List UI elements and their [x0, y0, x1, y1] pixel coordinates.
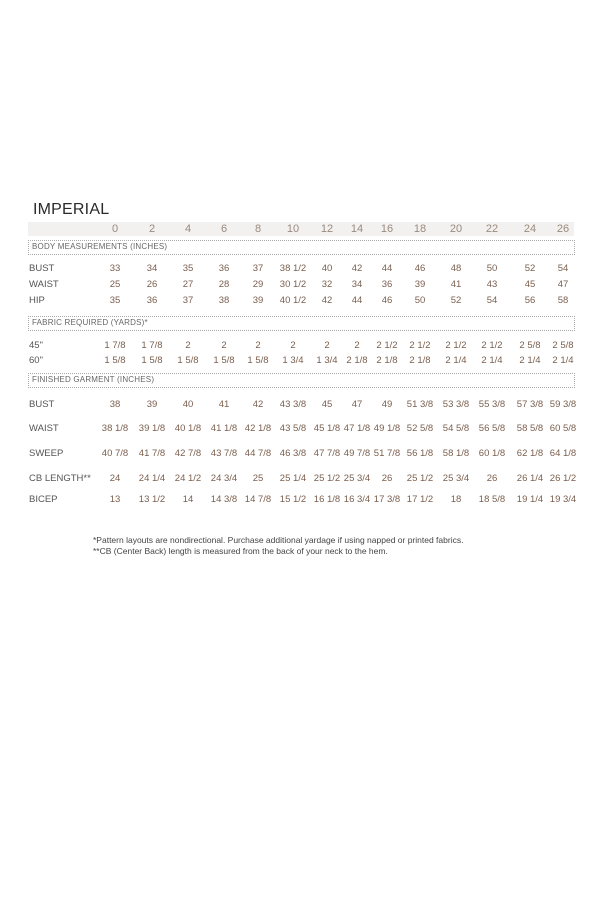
- table-cell: 25: [109, 279, 121, 290]
- table-cell: 24 1/2: [174, 473, 202, 484]
- table-cell: 55 3/8: [478, 399, 506, 410]
- table-cell: 56 5/8: [478, 423, 506, 434]
- row-label: 60": [29, 355, 43, 366]
- row-label: BICEP: [29, 494, 58, 505]
- table-cell: 2 1/8: [346, 355, 368, 366]
- size-header-cell: 12: [320, 223, 334, 235]
- row-label: WAIST: [29, 279, 59, 290]
- row-label: WAIST: [29, 423, 59, 434]
- table-cell: 46: [381, 295, 393, 306]
- table-cell: 34: [351, 279, 363, 290]
- table-cell: 49 1/8: [373, 423, 401, 434]
- table-cell: 2: [354, 340, 360, 351]
- table-cell: 58: [557, 295, 569, 306]
- table-cell: 1 5/8: [247, 355, 269, 366]
- size-header-cell: 2: [148, 223, 156, 235]
- table-cell: 2 1/4: [552, 355, 574, 366]
- table-cell: 41: [450, 279, 462, 290]
- table-cell: 2 1/4: [519, 355, 541, 366]
- table-cell: 27: [182, 279, 194, 290]
- table-cell: 45: [321, 399, 333, 410]
- table-cell: 26 1/4: [516, 473, 544, 484]
- table-cell: 25: [252, 473, 264, 484]
- table-cell: 42: [321, 295, 333, 306]
- table-cell: 54: [486, 295, 498, 306]
- table-cell: 2: [290, 340, 296, 351]
- table-cell: 2 5/8: [552, 340, 574, 351]
- table-cell: 1 3/4: [316, 355, 338, 366]
- table-cell: 37: [182, 295, 194, 306]
- table-cell: 2 1/2: [445, 340, 467, 351]
- table-cell: 2: [221, 340, 227, 351]
- table-cell: 19 3/4: [549, 494, 577, 505]
- table-cell: 18: [450, 494, 462, 505]
- table-cell: 62 1/8: [516, 448, 544, 459]
- table-cell: 53 3/8: [442, 399, 470, 410]
- table-cell: 41: [218, 399, 230, 410]
- table-cell: 24 3/4: [210, 473, 238, 484]
- table-cell: 41 7/8: [138, 448, 166, 459]
- table-cell: 32: [321, 279, 333, 290]
- table-cell: 60 5/8: [549, 423, 577, 434]
- table-cell: 46: [414, 263, 426, 274]
- table-cell: 18 5/8: [478, 494, 506, 505]
- section-header: [28, 240, 575, 255]
- table-cell: 47: [557, 279, 569, 290]
- table-cell: 2 1/4: [445, 355, 467, 366]
- table-cell: 35: [109, 295, 121, 306]
- table-cell: 14 7/8: [244, 494, 272, 505]
- table-cell: 16 1/8: [313, 494, 341, 505]
- table-cell: 40: [321, 263, 333, 274]
- table-cell: 47 1/8: [343, 423, 371, 434]
- size-header-cell: 8: [254, 223, 262, 235]
- table-cell: 14 3/8: [210, 494, 238, 505]
- size-header-cell: 22: [485, 223, 499, 235]
- row-label: CB LENGTH**: [29, 473, 91, 484]
- table-cell: 45 1/8: [313, 423, 341, 434]
- footnote-cb-length: **CB (Center Back) length is measured from the back of your neck to the hem.: [93, 546, 388, 556]
- size-header-cell: 6: [220, 223, 228, 235]
- table-cell: 59 3/8: [549, 399, 577, 410]
- table-cell: 25 3/4: [343, 473, 371, 484]
- table-cell: 2 1/8: [409, 355, 431, 366]
- table-cell: 41 1/8: [210, 423, 238, 434]
- table-cell: 33: [109, 263, 121, 274]
- table-cell: 42 7/8: [174, 448, 202, 459]
- table-cell: 39: [146, 399, 158, 410]
- table-cell: 38 1/2: [279, 263, 307, 274]
- table-cell: 44 7/8: [244, 448, 272, 459]
- table-cell: 38: [218, 295, 230, 306]
- section-label: BODY MEASUREMENTS (INCHES): [32, 242, 168, 251]
- table-cell: 43 5/8: [279, 423, 307, 434]
- size-header-cell: 18: [413, 223, 427, 235]
- table-cell: 52: [524, 263, 536, 274]
- table-cell: 14: [182, 494, 194, 505]
- row-label: SWEEP: [29, 448, 64, 459]
- table-cell: 36: [218, 263, 230, 274]
- chart-title: IMPERIAL: [33, 201, 110, 218]
- table-cell: 40 1/8: [174, 423, 202, 434]
- table-cell: 16 3/4: [343, 494, 371, 505]
- table-cell: 25 1/2: [406, 473, 434, 484]
- table-cell: 1 3/4: [282, 355, 304, 366]
- size-header-cell: 0: [111, 223, 119, 235]
- table-cell: 64 1/8: [549, 448, 577, 459]
- table-cell: 56 1/8: [406, 448, 434, 459]
- table-cell: 25 1/4: [279, 473, 307, 484]
- row-label: HIP: [29, 295, 45, 306]
- table-cell: 45: [524, 279, 536, 290]
- table-cell: 43 3/8: [279, 399, 307, 410]
- table-cell: 29: [252, 279, 264, 290]
- size-header-cell: 24: [523, 223, 537, 235]
- table-cell: 35: [182, 263, 194, 274]
- table-cell: 37: [252, 263, 264, 274]
- table-cell: 17 1/2: [406, 494, 434, 505]
- table-cell: 1 7/8: [104, 340, 126, 351]
- table-cell: 40 7/8: [101, 448, 129, 459]
- table-cell: 26: [486, 473, 498, 484]
- table-cell: 2: [185, 340, 191, 351]
- table-cell: 49: [381, 399, 393, 410]
- table-cell: 19 1/4: [516, 494, 544, 505]
- table-cell: 2 1/8: [376, 355, 398, 366]
- table-cell: 30 1/2: [279, 279, 307, 290]
- table-cell: 13 1/2: [138, 494, 166, 505]
- table-cell: 26 1/2: [549, 473, 577, 484]
- table-cell: 60 1/8: [478, 448, 506, 459]
- table-cell: 44: [381, 263, 393, 274]
- table-cell: 48: [450, 263, 462, 274]
- table-cell: 52 5/8: [406, 423, 434, 434]
- table-cell: 47: [351, 399, 363, 410]
- size-header-cell: 20: [449, 223, 463, 235]
- table-cell: 28: [218, 279, 230, 290]
- table-cell: 42: [252, 399, 264, 410]
- table-cell: 15 1/2: [279, 494, 307, 505]
- table-cell: 2: [324, 340, 330, 351]
- table-cell: 43 7/8: [210, 448, 238, 459]
- row-label: BUST: [29, 263, 55, 274]
- section-header: [28, 373, 575, 388]
- table-cell: 40 1/2: [279, 295, 307, 306]
- table-cell: 26: [146, 279, 158, 290]
- table-cell: 42 1/8: [244, 423, 272, 434]
- table-cell: 2 1/2: [481, 340, 503, 351]
- table-cell: 51 3/8: [406, 399, 434, 410]
- table-cell: 57 3/8: [516, 399, 544, 410]
- table-cell: 58 5/8: [516, 423, 544, 434]
- table-cell: 24 1/4: [138, 473, 166, 484]
- table-cell: 1 5/8: [177, 355, 199, 366]
- table-cell: 2 1/2: [376, 340, 398, 351]
- size-header-cell: 10: [286, 223, 300, 235]
- table-cell: 42: [351, 263, 363, 274]
- table-cell: 1 7/8: [141, 340, 163, 351]
- table-cell: 17 3/8: [373, 494, 401, 505]
- table-cell: 2 5/8: [519, 340, 541, 351]
- table-cell: 58 1/8: [442, 448, 470, 459]
- table-cell: 26: [381, 473, 393, 484]
- table-cell: 40: [182, 399, 194, 410]
- table-cell: 50: [486, 263, 498, 274]
- table-cell: 2 1/4: [481, 355, 503, 366]
- table-cell: 44: [351, 295, 363, 306]
- footnote-fabric: *Pattern layouts are nondirectional. Purchase additional yardage if using napped or printed fabrics.: [93, 535, 464, 545]
- size-header-cell: 16: [380, 223, 394, 235]
- table-cell: 24: [109, 473, 121, 484]
- table-cell: 46 3/8: [279, 448, 307, 459]
- row-label: 45": [29, 340, 43, 351]
- table-cell: 54: [557, 263, 569, 274]
- table-cell: 38 1/8: [101, 423, 129, 434]
- size-header-cell: 26: [556, 223, 570, 235]
- table-cell: 36: [146, 295, 158, 306]
- table-cell: 39 1/8: [138, 423, 166, 434]
- table-cell: 47 7/8: [313, 448, 341, 459]
- table-cell: 39: [252, 295, 264, 306]
- table-cell: 1 5/8: [141, 355, 163, 366]
- table-cell: 49 7/8: [343, 448, 371, 459]
- size-header-cell: 4: [184, 223, 192, 235]
- table-cell: 36: [381, 279, 393, 290]
- table-cell: 25 1/2: [313, 473, 341, 484]
- size-header-cell: 14: [350, 223, 364, 235]
- table-cell: 2 1/2: [409, 340, 431, 351]
- section-label: FINISHED GARMENT (INCHES): [32, 375, 155, 384]
- table-cell: 1 5/8: [213, 355, 235, 366]
- table-cell: 25 3/4: [442, 473, 470, 484]
- table-cell: 38: [109, 399, 121, 410]
- row-label: BUST: [29, 399, 55, 410]
- table-cell: 13: [109, 494, 121, 505]
- table-cell: 1 5/8: [104, 355, 126, 366]
- table-cell: 34: [146, 263, 158, 274]
- table-cell: 50: [414, 295, 426, 306]
- table-cell: 54 5/8: [442, 423, 470, 434]
- table-cell: 39: [414, 279, 426, 290]
- table-cell: 43: [486, 279, 498, 290]
- table-cell: 56: [524, 295, 536, 306]
- table-cell: 2: [255, 340, 261, 351]
- section-label: FABRIC REQUIRED (YARDS)*: [32, 318, 148, 327]
- table-cell: 52: [450, 295, 462, 306]
- table-cell: 51 7/8: [373, 448, 401, 459]
- section-header: [28, 316, 575, 331]
